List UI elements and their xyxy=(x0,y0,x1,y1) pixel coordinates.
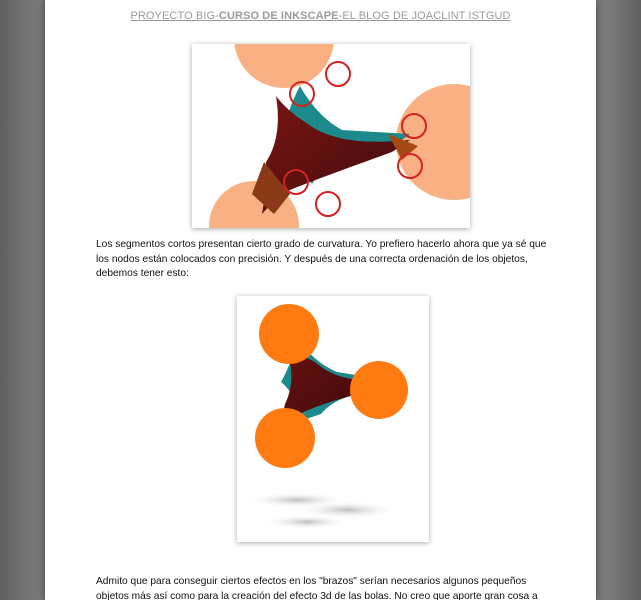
nodes-detail-illustration xyxy=(192,44,470,228)
header-prefix: PROYECTO BIG- xyxy=(130,10,219,22)
node-marker-6 xyxy=(316,192,340,216)
figure-nodes-detail xyxy=(192,44,470,228)
shadow-shape-3 xyxy=(263,515,351,529)
header-bold: CURSO DE INKSCAPE xyxy=(218,10,339,22)
document-page xyxy=(45,0,596,600)
paragraph-admito: Admito que para conseguir ciertos efectos en los "brazos" serían necesarios algunos pequeños objetos más así como para la creación del efecto 3d de las bolas. No creo que aporte gran cosa a xyxy=(96,576,538,600)
paragraph-curvature: Los segmentos cortos presentan cierto grado de curvatura. Yo prefiero hacerlo ahora que ya sé que los nodos están colocados con precisión. Y después de una correcta ordenación de los objetos, debemos tener esto: xyxy=(96,239,547,279)
figure-three-orange-balls xyxy=(237,296,429,542)
three-balls-illustration xyxy=(237,296,429,542)
blog-header-link[interactable] xyxy=(45,10,596,22)
header-suffix: -EL BLOG DE JOACLINT ISTGUD xyxy=(338,10,511,22)
top-orange-ball xyxy=(259,304,319,364)
top-ball-shape xyxy=(234,44,334,88)
bottom-orange-ball xyxy=(255,408,315,468)
node-marker-1 xyxy=(326,62,350,86)
right-orange-ball xyxy=(350,361,408,419)
